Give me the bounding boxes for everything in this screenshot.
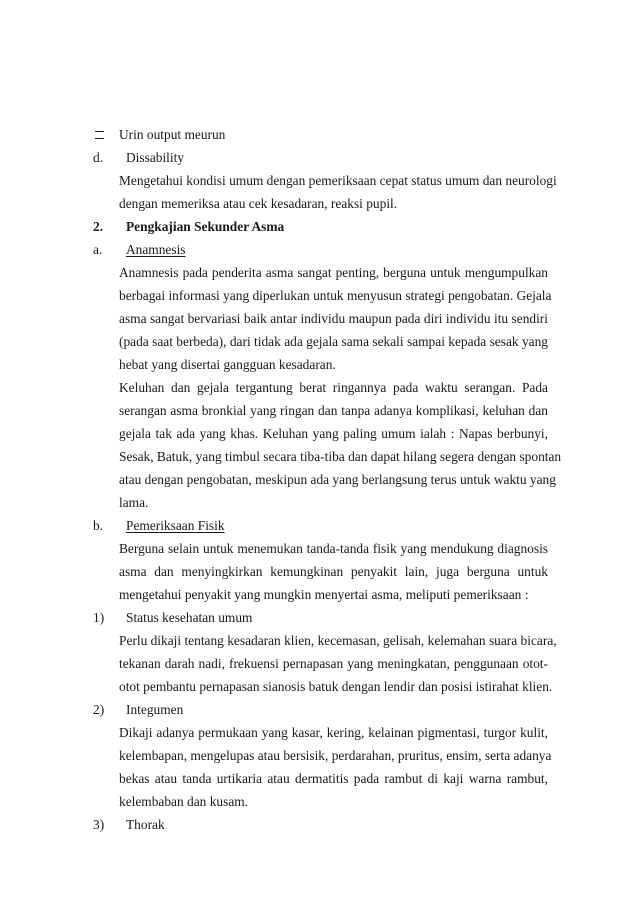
d-marker: d.	[93, 150, 104, 165]
d-line-2: dengan memeriksa atau cek kesadaran, reaksi pupil.	[119, 196, 398, 211]
n3-marker: 3)	[93, 817, 105, 832]
a-p2-line-5: atau dengan pengobatan, meskipun ada yang berlangsung terus untuk waktu yang	[119, 472, 556, 487]
b-p1-line-3: mengetahui penyakit yang mungkin menyertai asma, meliputi pemeriksaan :	[119, 587, 529, 602]
n2-marker: 2)	[93, 702, 105, 717]
n1-marker: 1)	[93, 610, 105, 625]
n2-title: Integumen	[126, 702, 184, 717]
a-p1-line-3: asma sangat bervariasi baik antar individu maupun pada diri individu itu sendiri	[119, 311, 548, 326]
a-title: Anamnesis	[126, 242, 186, 257]
a-p1-line-2: berbagai informasi yang diperlukan untuk menyusun strategi pengobatan. Gejala	[119, 288, 552, 303]
a-p1-line-1: Anamnesis pada penderita asma sangat penting, berguna untuk mengumpulkan	[119, 265, 548, 280]
n1-line-2: tekanan darah nadi, frekuensi pernapasan yang meningkatan, penggunaan otot-	[119, 656, 548, 671]
section-2-marker: 2.	[93, 219, 104, 234]
a-marker: a.	[93, 242, 103, 257]
n1-title: Status kesehatan umum	[126, 610, 253, 625]
n2-line-2: kelembapan, mengelupas atau bersisik, perdarahan, pruritus, ensim, serta adanya	[119, 748, 552, 763]
d-line-1: Mengetahui kondisi umum dengan pemeriksaan cepat status umum dan neurologi	[119, 173, 557, 188]
section-2-title: Pengkajian Sekunder Asma	[126, 219, 285, 234]
n2-line-4: kelembaban dan kusam.	[119, 794, 249, 809]
b-title: Pemeriksaan Fisik	[126, 518, 225, 533]
a-p1-line-5: hebat yang disertai gangguan kesadaran.	[119, 357, 336, 372]
list-dash-icon	[95, 131, 104, 139]
n2-line-1: Dikaji adanya permukaan yang kasar, kering, kelainan pigmentasi, turgor kulit,	[119, 725, 548, 740]
b-p1-line-2: asma dan menyingkirkan kemungkinan penyakit lain, juga berguna untuk	[119, 564, 548, 579]
a-p2-line-4: Sesak, Batuk, yang timbul secara tiba-tiba dan dapat hilang segera dengan spontan	[119, 449, 562, 464]
a-p1-line-4: (pada saat berbeda), dari tidak ada gejala sama sekali sampai kepada sesak yang	[119, 334, 548, 349]
n2-line-3: bekas atau tanda urtikaria atau dermatitis pada rambut di kaji warna rambut,	[119, 771, 548, 786]
n1-line-3: otot pembantu pernapasan sianosis batuk dengan lendir dan posisi istirahat klien.	[119, 679, 553, 694]
a-p2-line-6: lama.	[119, 495, 149, 510]
a-p2-line-1: Keluhan dan gejala tergantung berat ringannya pada waktu serangan. Pada	[119, 380, 548, 395]
n3-title: Thorak	[126, 817, 165, 832]
b-p1-line-1: Berguna selain untuk menemukan tanda-tanda fisik yang mendukung diagnosis	[119, 541, 548, 556]
a-p2-line-3: gejala tak ada yang khas. Keluhan yang paling umum ialah : Napas berbunyi,	[119, 426, 548, 441]
urin-item: Urin output meurun	[119, 127, 226, 142]
n1-line-1: Perlu dikaji tentang kesadaran klien, kecemasan, gelisah, kelemahan suara bicara,	[119, 633, 557, 648]
d-title: Dissability	[126, 150, 185, 165]
a-p2-line-2: serangan asma bronkial yang ringan dan tanpa adanya komplikasi, keluhan dan	[119, 403, 548, 418]
b-marker: b.	[93, 518, 104, 533]
